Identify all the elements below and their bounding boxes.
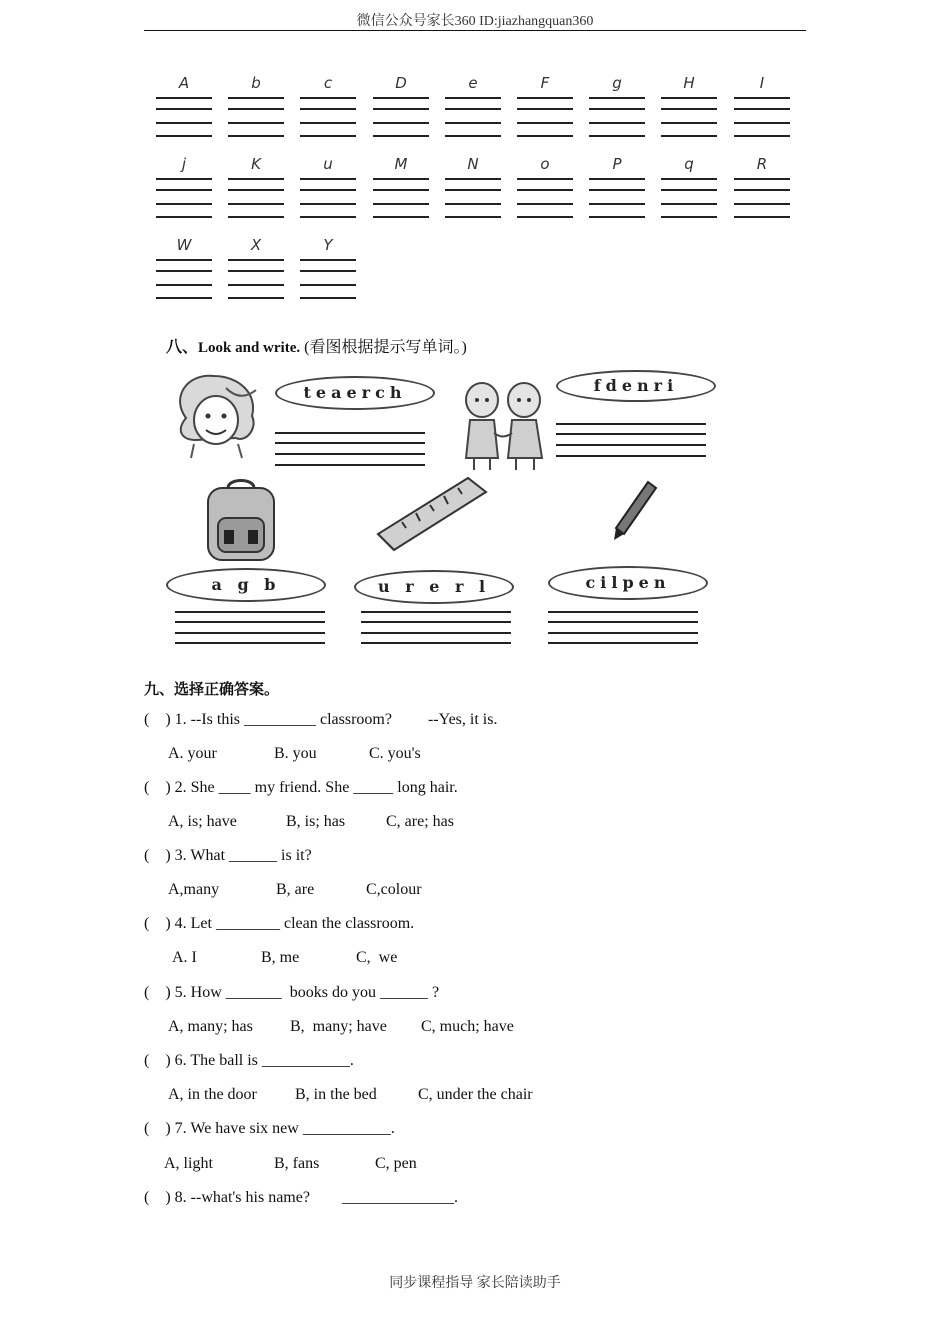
letter-prompt: P [612, 155, 622, 173]
scrambled-word-oval: cilpen [548, 566, 708, 600]
writing-line [300, 97, 356, 99]
question-4: ( ) 4. Let ________ clean the classroom. [144, 915, 415, 932]
answer-line [361, 611, 511, 613]
two-girls-picture [452, 378, 556, 472]
writing-line [734, 108, 790, 110]
letter-prompt: D [395, 74, 407, 92]
question-7: ( ) 7. We have six new ___________. [144, 1120, 395, 1137]
option-3c: C,colour [366, 881, 422, 898]
writing-line [373, 189, 429, 191]
writing-line [300, 178, 356, 180]
writing-line [228, 297, 284, 299]
writing-line [228, 284, 284, 286]
letter-cell [228, 74, 284, 144]
letter-prompt: o [540, 155, 550, 173]
option-3a: A,many [168, 881, 220, 898]
answer-line [175, 632, 325, 634]
writing-line [156, 178, 212, 180]
writing-line [156, 216, 212, 218]
writing-line [517, 108, 573, 110]
writing-line [373, 97, 429, 99]
writing-line [445, 97, 501, 99]
ruler-picture [372, 472, 492, 556]
letter-prompt: b [251, 74, 261, 92]
writing-line [156, 259, 212, 261]
answer-line [548, 642, 698, 644]
answer-lines [175, 611, 325, 645]
answer-line [361, 642, 511, 644]
writing-line [445, 135, 501, 137]
writing-line [300, 122, 356, 124]
letter-cell [228, 236, 284, 306]
letter-cell [445, 155, 501, 225]
letter-prompt: M [394, 155, 408, 173]
writing-line [228, 135, 284, 137]
writing-line [228, 270, 284, 272]
option-2c: C, are; has [386, 813, 454, 830]
option-2b: B, is; has [286, 813, 346, 830]
option-7c: C, pen [375, 1155, 417, 1172]
option-6c: C, under the chair [418, 1086, 533, 1103]
writing-line [156, 108, 212, 110]
writing-line [228, 189, 284, 191]
writing-line [445, 122, 501, 124]
letter-prompt: j [181, 155, 187, 173]
writing-line [156, 270, 212, 272]
letter-prompt: q [684, 155, 694, 173]
writing-line [445, 178, 501, 180]
answer-line [361, 632, 511, 634]
answer-lines [361, 611, 511, 645]
writing-line [734, 97, 790, 99]
option-7b: B, fans [274, 1155, 320, 1172]
writing-line [156, 122, 212, 124]
letter-cell [661, 155, 717, 225]
scrambled-word-oval: a g b [166, 568, 326, 602]
answer-line [556, 433, 706, 435]
writing-line [300, 284, 356, 286]
scrambled-word-oval: teaerch [275, 376, 435, 410]
letter-cell [373, 74, 429, 144]
writing-line [445, 108, 501, 110]
writing-line [517, 135, 573, 137]
writing-line [589, 97, 645, 99]
writing-line [589, 216, 645, 218]
writing-line [589, 122, 645, 124]
header-rule [144, 30, 806, 31]
letter-prompt: R [756, 155, 768, 173]
writing-line [517, 122, 573, 124]
girl-picture [166, 368, 262, 460]
writing-line [517, 203, 573, 205]
writing-line [300, 135, 356, 137]
writing-line [228, 108, 284, 110]
writing-line [300, 216, 356, 218]
writing-line [228, 97, 284, 99]
question-1: ( ) 1. --Is this _________ classroom? --Yes, it is. [144, 711, 498, 728]
letter-cell [661, 74, 717, 144]
writing-line [661, 122, 717, 124]
page-footer: 同步课程指导 家长陪读助手 [389, 1276, 561, 1291]
writing-line [373, 178, 429, 180]
option-6b: B, in the bed [295, 1086, 377, 1103]
question-5: ( ) 5. How _______ books do you ______ ? [144, 984, 440, 1001]
option-2a: A, is; have [168, 813, 237, 830]
writing-line [228, 216, 284, 218]
letter-cell [734, 155, 790, 225]
option-1c: C. you's [369, 745, 421, 762]
answer-line [175, 642, 325, 644]
writing-line [228, 203, 284, 205]
option-5b: B, many; have [290, 1018, 387, 1035]
letter-cell [445, 74, 501, 144]
answer-line [548, 611, 698, 613]
letter-cell [156, 74, 212, 144]
pencil-picture [610, 478, 658, 544]
writing-line [445, 216, 501, 218]
writing-line [156, 189, 212, 191]
writing-line [156, 203, 212, 205]
answer-line [275, 453, 425, 455]
option-5c: C, much; have [421, 1018, 514, 1035]
writing-line [373, 135, 429, 137]
option-4c: C, we [356, 949, 398, 966]
answer-line [556, 444, 706, 446]
writing-line [300, 203, 356, 205]
letter-cell [517, 74, 573, 144]
question-8: ( ) 8. --what's his name? ______________. [144, 1189, 458, 1206]
option-1b: B. you [274, 745, 317, 762]
letter-prompt: X [250, 236, 262, 254]
writing-line [589, 135, 645, 137]
writing-line [661, 203, 717, 205]
writing-line [156, 97, 212, 99]
answer-line [275, 432, 425, 434]
writing-line [373, 108, 429, 110]
answer-line [275, 464, 425, 466]
letter-prompt: e [468, 74, 478, 92]
writing-line [661, 189, 717, 191]
question-3: ( ) 3. What ______ is it? [144, 847, 312, 864]
writing-line [589, 203, 645, 205]
writing-line [734, 216, 790, 218]
section8-instruction: (看图根据提示写单词。) [304, 339, 467, 356]
writing-line [589, 178, 645, 180]
letter-cell [589, 155, 645, 225]
writing-line [300, 259, 356, 261]
writing-line [661, 97, 717, 99]
writing-line [734, 189, 790, 191]
answer-lines [556, 423, 706, 459]
section8-heading: Look and write. [198, 340, 301, 356]
writing-line [445, 189, 501, 191]
writing-line [661, 216, 717, 218]
writing-line [300, 189, 356, 191]
option-4a: A. I [172, 949, 197, 966]
letter-cell [300, 74, 356, 144]
section8-number: 八、 [166, 339, 199, 356]
answer-line [175, 621, 325, 623]
writing-line [156, 297, 212, 299]
letter-cell [373, 155, 429, 225]
answer-line [556, 423, 706, 425]
letter-prompt: W [176, 236, 192, 254]
writing-line [445, 203, 501, 205]
writing-line [228, 122, 284, 124]
letter-prompt: u [323, 155, 333, 173]
letter-prompt: H [683, 74, 695, 92]
letter-cell [156, 236, 212, 306]
answer-lines [275, 432, 425, 468]
section9-title: 九、选择正确答案。 [144, 680, 280, 698]
writing-line [734, 135, 790, 137]
answer-line [275, 442, 425, 444]
writing-line [373, 122, 429, 124]
writing-line [661, 135, 717, 137]
letter-prompt: N [467, 155, 479, 173]
writing-line [228, 178, 284, 180]
letter-prompt: K [251, 155, 261, 173]
writing-line [517, 178, 573, 180]
writing-line [156, 135, 212, 137]
writing-line [734, 178, 790, 180]
option-7a: A, light [164, 1155, 213, 1172]
section8-title [166, 334, 467, 357]
option-6a: A, in the door [168, 1086, 257, 1103]
answer-line [361, 621, 511, 623]
letter-cell [228, 155, 284, 225]
option-5a: A, many; has [168, 1018, 253, 1035]
writing-line [300, 297, 356, 299]
writing-line [661, 108, 717, 110]
writing-line [589, 108, 645, 110]
writing-line [517, 216, 573, 218]
letter-prompt: F [540, 74, 550, 92]
letter-cell [300, 236, 356, 306]
answer-line [548, 621, 698, 623]
schoolbag-picture [198, 478, 284, 564]
question-6: ( ) 6. The ball is ___________. [144, 1052, 354, 1069]
answer-line [556, 455, 706, 457]
letter-prompt: c [323, 74, 333, 92]
writing-line [373, 203, 429, 205]
answer-lines [548, 611, 698, 645]
letter-cell [734, 74, 790, 144]
writing-line [734, 203, 790, 205]
letter-cell [517, 155, 573, 225]
letter-prompt: Y [323, 236, 333, 254]
question-2: ( ) 2. She ____ my friend. She _____ long hair. [144, 779, 458, 796]
option-3b: B, are [276, 881, 315, 898]
scrambled-word-oval: u r e r l [354, 570, 514, 604]
writing-line [661, 178, 717, 180]
writing-line [373, 216, 429, 218]
option-1a: A. your [168, 745, 217, 762]
writing-line [517, 97, 573, 99]
letter-prompt: A [178, 74, 190, 92]
page-header: 微信公众号家长360 ID:jiazhangquan360 [356, 14, 594, 29]
answer-line [548, 632, 698, 634]
letter-prompt: I [759, 74, 765, 92]
writing-line [589, 189, 645, 191]
writing-line [734, 122, 790, 124]
letter-cell [156, 155, 212, 225]
answer-line [175, 611, 325, 613]
letter-cell [300, 155, 356, 225]
letter-prompt: g [612, 74, 622, 92]
writing-line [156, 284, 212, 286]
option-4b: B, me [261, 949, 300, 966]
scrambled-word-oval: fdenri [556, 370, 716, 402]
writing-line [300, 270, 356, 272]
writing-line [228, 259, 284, 261]
letter-cell [589, 74, 645, 144]
writing-line [517, 189, 573, 191]
writing-line [300, 108, 356, 110]
